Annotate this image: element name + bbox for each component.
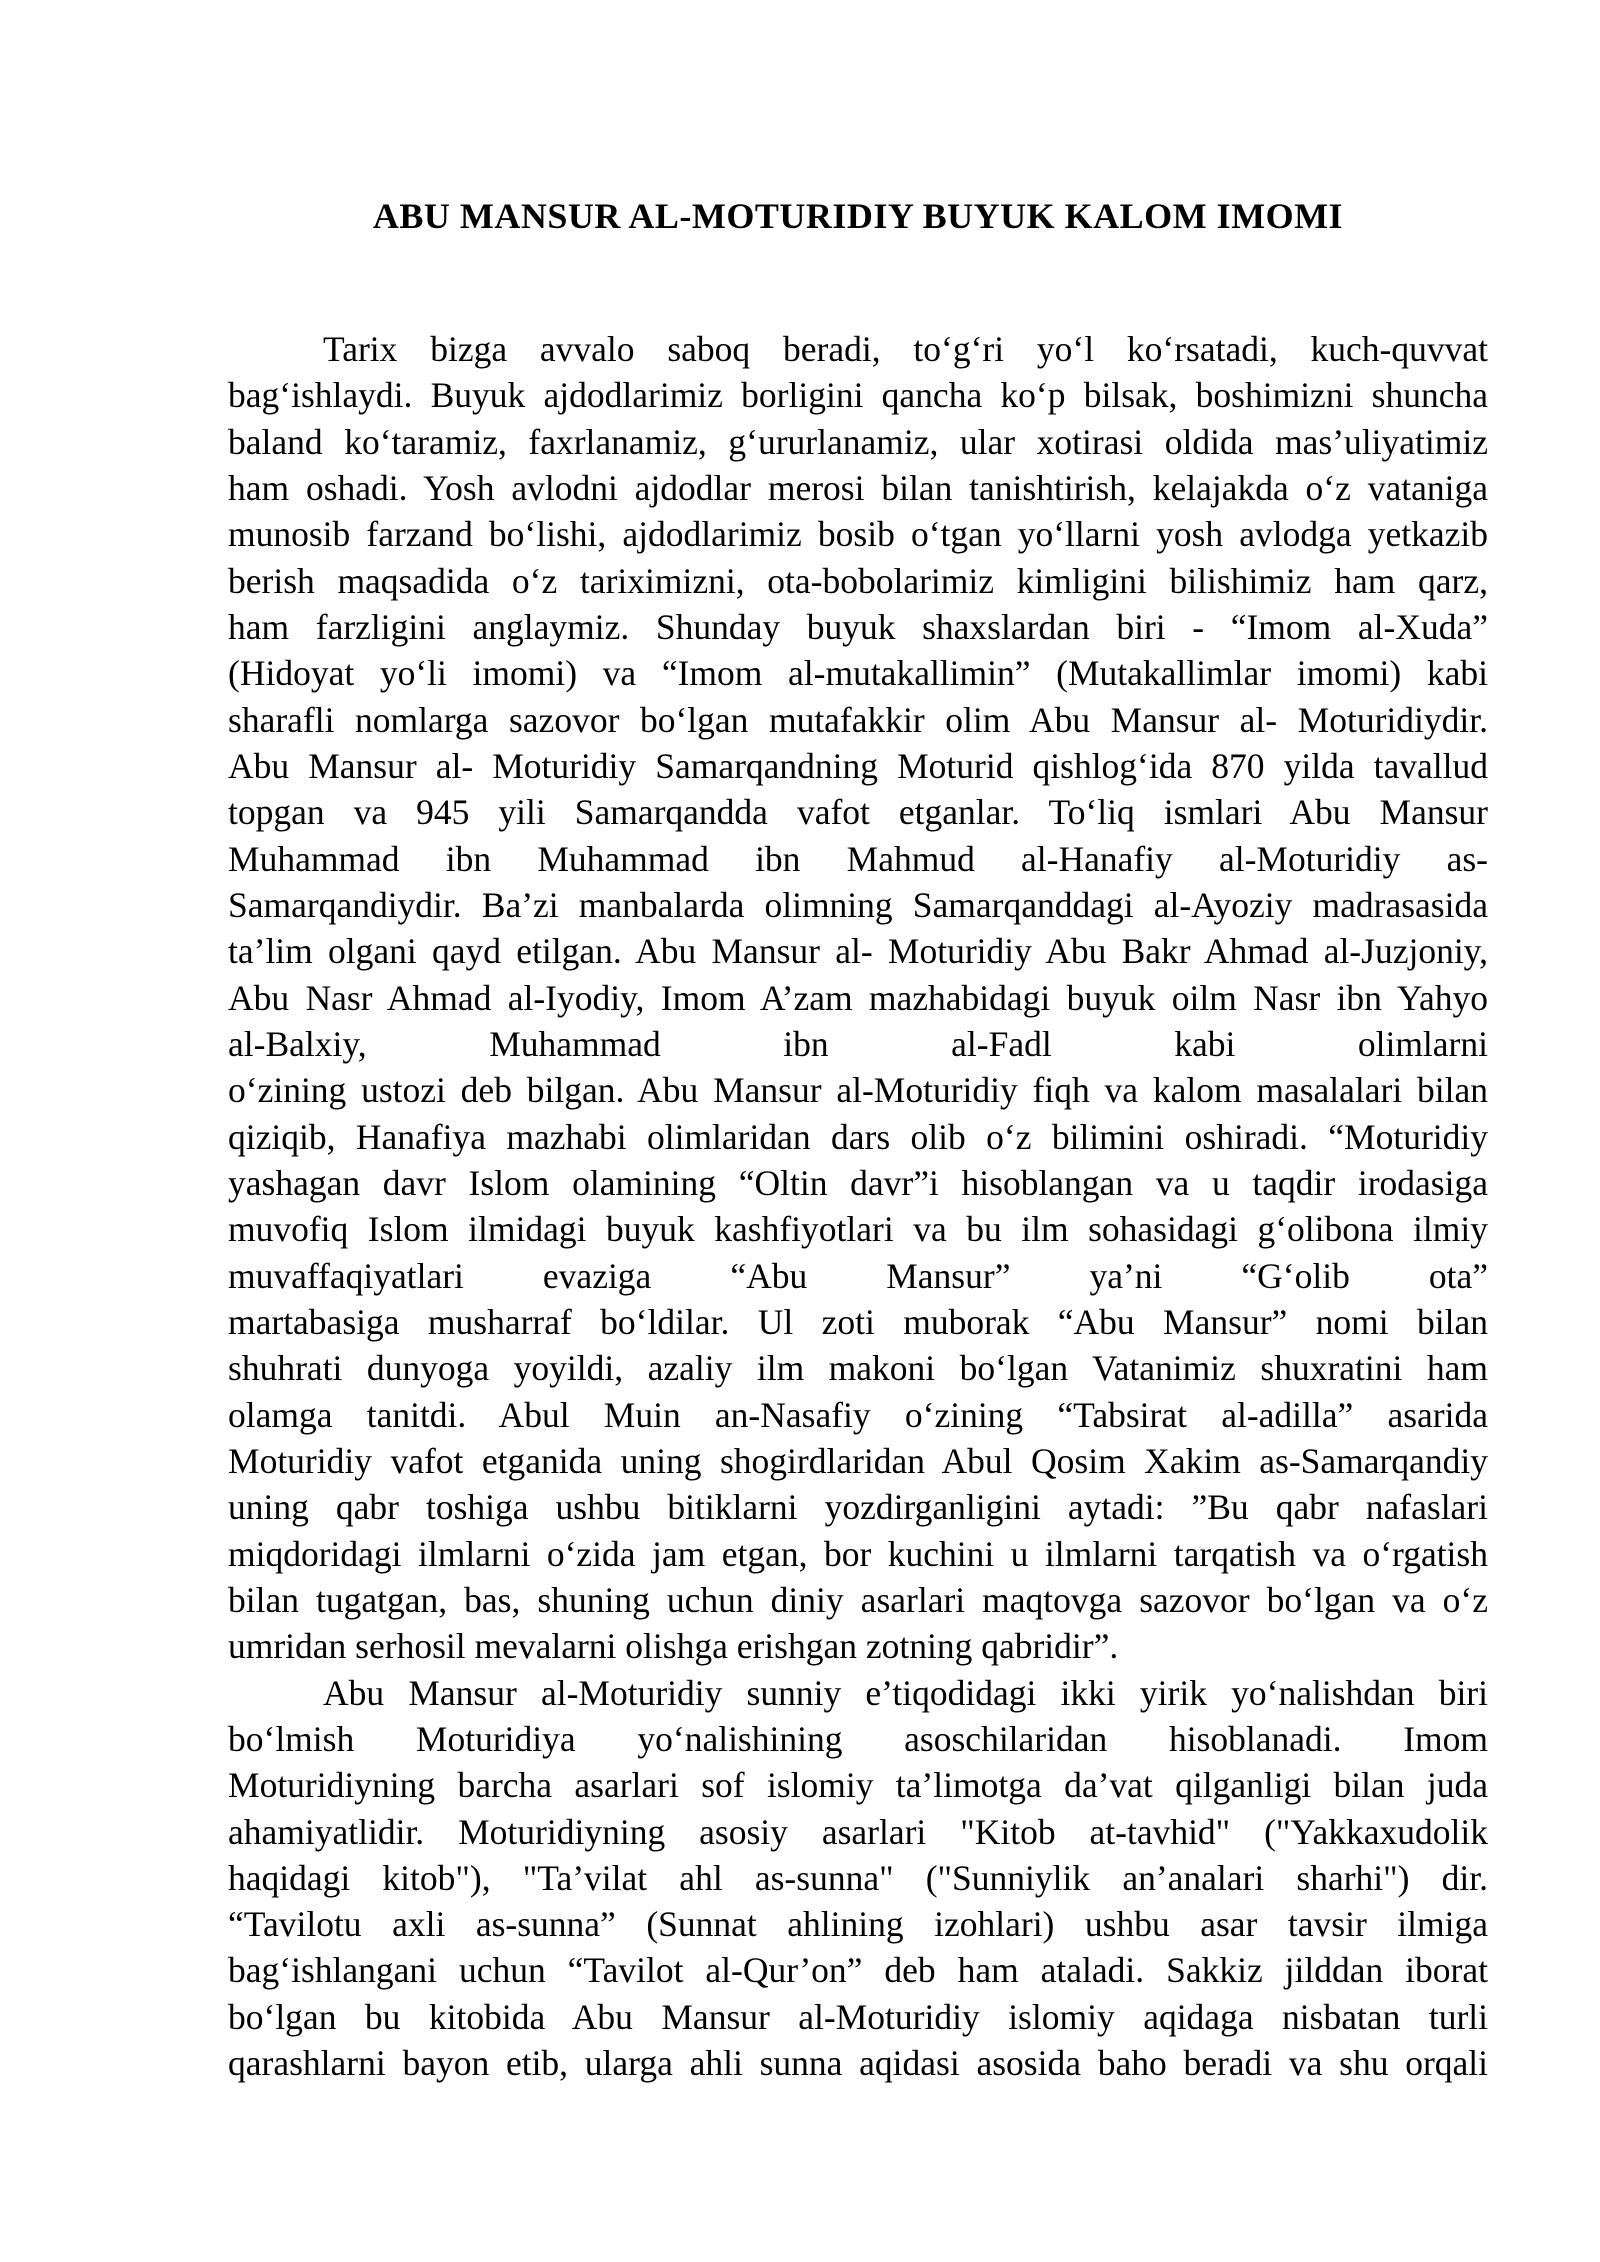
text-line: martabasiga musharraf boʻldilar. Ul zoti muborak “Abu Mansur” nomi bilan <box>228 1301 1488 1342</box>
text-line: qiziqib, Hanafiya mazhabi olimlaridan dars olib oʻz bilimini oshiradi. “Moturidiy <box>228 1116 1488 1157</box>
text-line: topgan va 945 yili Samarqandda vafot etganlar. Toʻliq ismlari Abu Mansur <box>228 792 1488 833</box>
text-line: baland koʻtaramiz, faxrlanamiz, gʻururlanamiz, ular xotirasi oldida mas’uliyatimiz <box>228 421 1488 462</box>
document-body <box>228 326 1488 2086</box>
text-line: (Hidoyat yoʻli imomi) va “Imom al-mutakallimin” (Mutakallimlar imomi) kabi <box>228 653 1488 694</box>
text-line: berish maqsadida oʻz tariximizni, ota-bobolarimiz kimligini bilishimiz ham qarz, <box>228 560 1488 601</box>
text-line: boʻlmish Moturidiya yoʻnalishining asoschilaridan hisoblanadi. Imom <box>228 1718 1488 1759</box>
text-line: munosib farzand boʻlishi, ajdodlarimiz bosib oʻtgan yoʻllarni yosh avlodga yetkazib <box>228 514 1488 555</box>
document-title: ABU MANSUR AL-MOTURIDIY BUYUK KALOM IMOMI <box>372 196 1344 236</box>
text-line: Tarix bizga avvalo saboq beradi, toʻgʻri yoʻl koʻrsatadi, kuch-quvvat <box>323 329 1488 369</box>
text-line: umridan serhosil mevalarni olishga erishgan zotning qabridir”. <box>228 1626 1119 1667</box>
text-line: Abu Nasr Ahmad al-Iyodiy, Imom A’zam mazhabidagi buyuk oilm Nasr ibn Yahyo <box>228 977 1488 1018</box>
text-line: miqdoridagi ilmlarni oʻzida jam etgan, bor kuchini u ilmlarni tarqatish va oʻrgatish <box>228 1533 1488 1574</box>
text-line: Moturidiy vafot etganida uning shogirdlaridan Abul Qosim Xakim as-Samarqandiy <box>228 1440 1488 1481</box>
text-line: ham oshadi. Yosh avlodni ajdodlar merosi bilan tanishtirish, kelajakda oʻz vataniga <box>228 467 1488 508</box>
text-line: bilan tugatgan, bas, shuning uchun diniy asarlari maqtovga sazovor boʻlgan va oʻz <box>228 1579 1488 1620</box>
text-line: sharafli nomlarga sazovor boʻlgan mutafakkir olim Abu Mansur al- Moturidiydir. <box>228 699 1488 740</box>
paragraph <box>228 1670 1488 2087</box>
text-line: bagʻishlangani uchun “Tavilot al-Qur’on” deb ham ataladi. Sakkiz jilddan iborat <box>228 1950 1488 1991</box>
text-line: yashagan davr Islom olamining “Oltin davr”i hisoblangan va u taqdir irodasiga <box>228 1162 1488 1203</box>
text-line: uning qabr toshiga ushbu bitiklarni yozdirganligini aytadi: ”Bu qabr nafaslari <box>228 1487 1488 1528</box>
text-line: haqidagi kitob"), "Ta’vilat ahl as-sunna" ("Sunniylik an’analari sharhi") dir. <box>228 1857 1488 1898</box>
text-line: ham farzligini anglaymiz. Shunday buyuk shaxslardan biri - “Imom al-Xuda” <box>228 606 1488 647</box>
text-line: “Tavilotu axli as-sunna” (Sunnat ahlining izohlari) ushbu asar tavsir ilmiga <box>228 1904 1488 1945</box>
text-line: boʻlgan bu kitobida Abu Mansur al-Moturidiy islomiy aqidaga nisbatan turli <box>228 1996 1488 2037</box>
text-line: Moturidiyning barcha asarlari sof islomiy ta’limotga da’vat qilganligi bilan juda <box>228 1765 1488 1806</box>
text-line: al-Balxiy, Muhammad ibn al-Fadl kabi olimlarni <box>228 1023 1488 1064</box>
text-line: Abu Mansur al- Moturidiy Samarqandning Moturid qishlogʻida 870 yilda tavallud <box>228 745 1488 786</box>
text-line: oʻzining ustozi deb bilgan. Abu Mansur al-Moturidiy fiqh va kalom masalalari bilan <box>228 1070 1488 1111</box>
text-line: Samarqandiydir. Ba’zi manbalarda olimning Samarqanddagi al-Ayoziy madrasasida <box>228 884 1488 925</box>
text-line: qarashlarni bayon etib, ularga ahli sunna aqidasi asosida baho beradi va shu orqali <box>228 2043 1488 2084</box>
text-line: shuhrati dunyoga yoyildi, azaliy ilm makoni boʻlgan Vatanimiz shuxratini ham <box>228 1348 1488 1389</box>
text-line: muvaffaqiyatlari evaziga “Abu Mansur” ya’ni “Gʻolib ota” <box>228 1255 1488 1296</box>
text-line: olamga tanitdi. Abul Muin an-Nasafiy oʻzining “Tabsirat al-adilla” asarida <box>228 1394 1488 1435</box>
text-line: muvofiq Islom ilmidagi buyuk kashfiyotlari va bu ilm sohasidagi gʻolibona ilmiy <box>228 1209 1488 1250</box>
text-line: Muhammad ibn Muhammad ibn Mahmud al-Hanafiy al-Moturidiy as- <box>228 838 1488 879</box>
text-line: ta’lim olgani qayd etilgan. Abu Mansur al- Moturidiy Abu Bakr Ahmad al-Juzjoniy, <box>228 931 1488 972</box>
text-line: Abu Mansur al-Moturidiy sunniy e’tiqodidagi ikki yirik yoʻnalishdan biri <box>323 1672 1488 1713</box>
paragraph <box>228 326 1488 1670</box>
text-line: ahamiyatlidir. Moturidiyning asosiy asarlari "Kitob at-tavhid" ("Yakkaxudolik <box>228 1811 1488 1852</box>
text-line: bagʻishlaydi. Buyuk ajdodlarimiz borligini qancha koʻp bilsak, boshimizni shuncha <box>228 375 1488 416</box>
